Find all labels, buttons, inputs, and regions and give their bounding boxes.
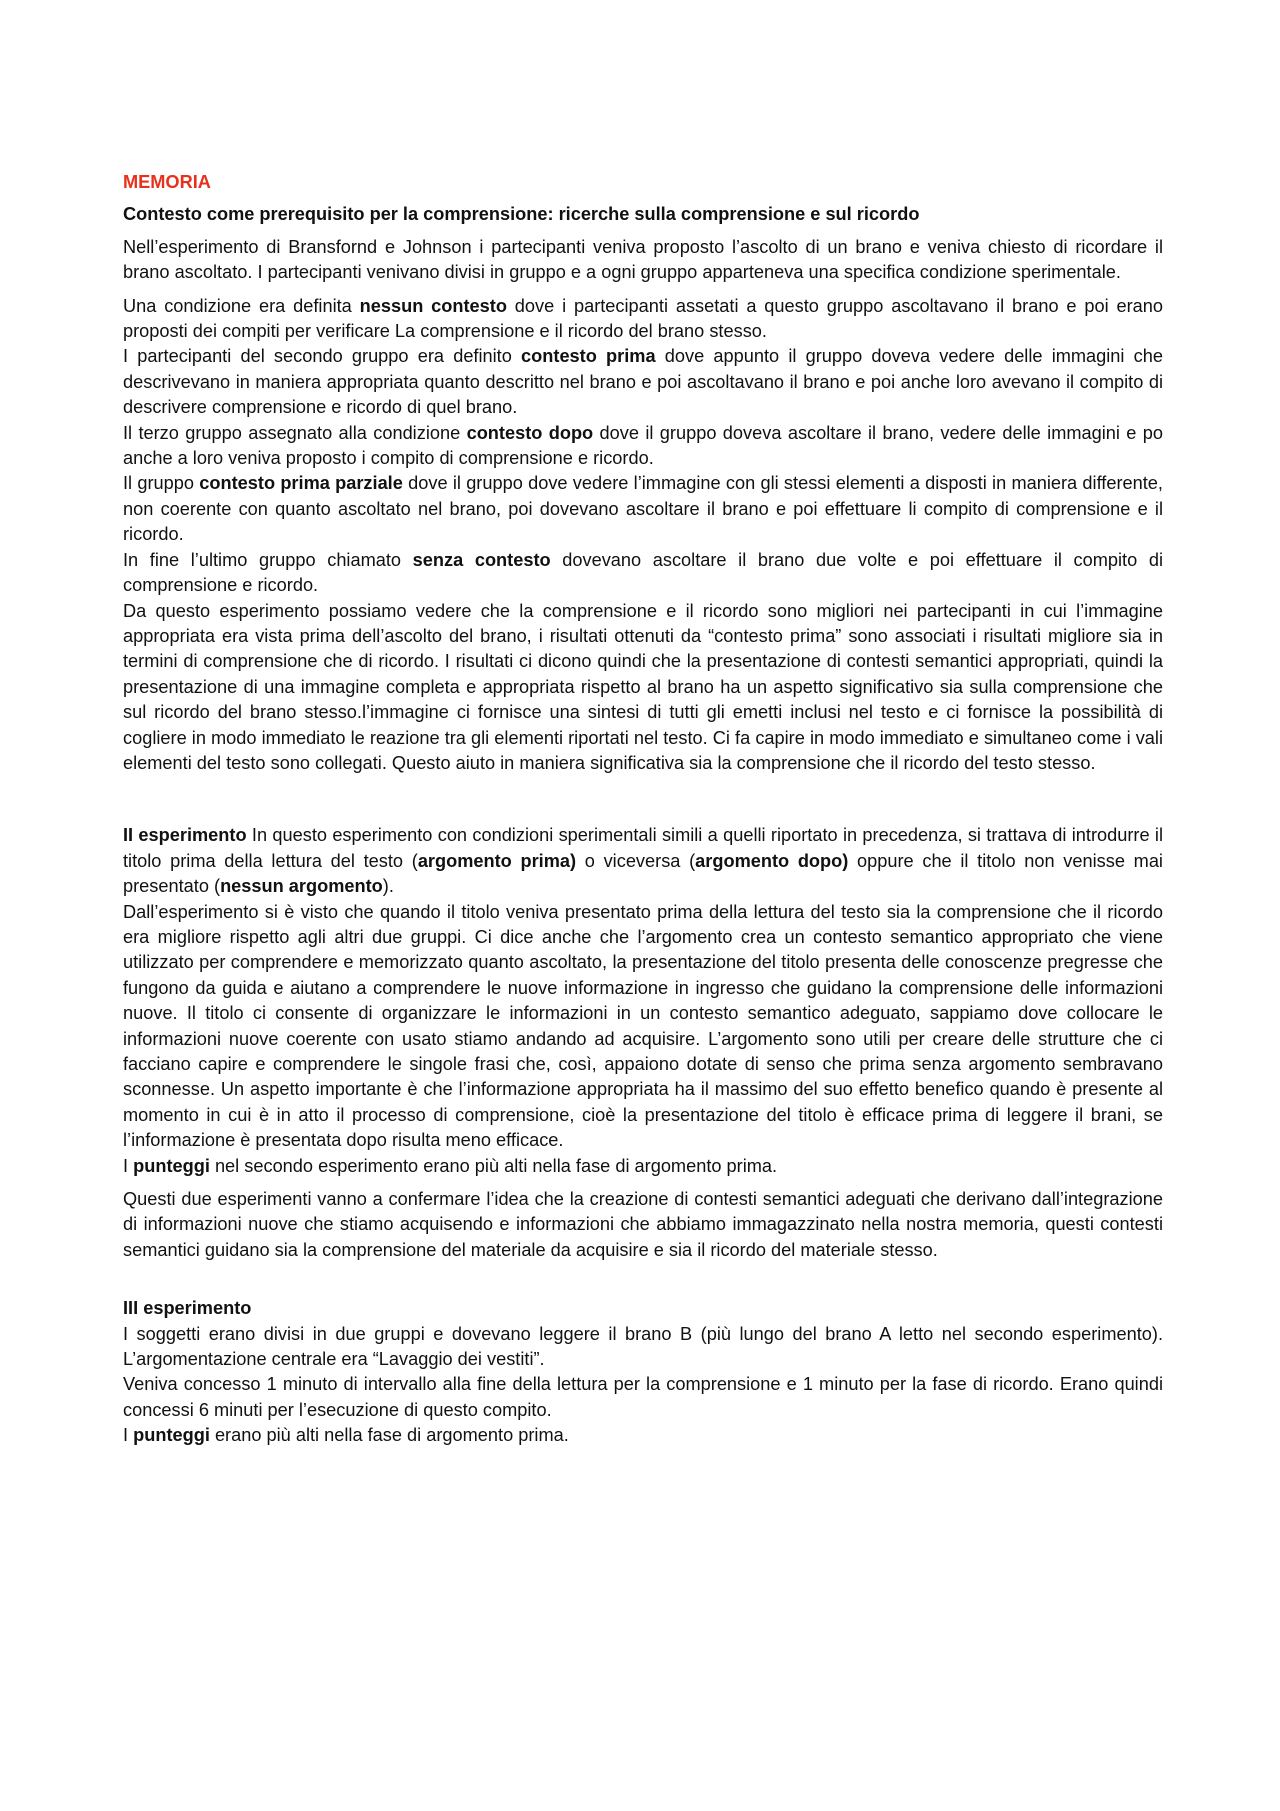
condition-nessun-contesto: Una condizione era definita nessun contesto dove i partecipanti assetati a questo gruppo ascoltavano il brano e poi erano proposti dei compiti per verificare La comprensione e il ricordo del brano stesso. [123,295,1164,342]
experiment-3-text-1: I soggetti erano divisi in due gruppi e dovevano leggere il brano B (più lungo del brano A letto nel secondo esperimento). L’argomentazione centrale era “Lavaggio dei vestiti”. [123,1323,1163,1370]
condition-contesto-prima: I partecipanti del secondo gruppo era definito contesto prima dove appunto il gruppo doveva vedere delle immagini che descrivevano in maniera appropriata quanto descritto nel brano e poi ascoltavano il brano e poi anche loro avevano il compito di descrivere comprensione e ricordo di quel brano. [123,346,1163,418]
condition-contesto-prima-parziale: Il gruppo contesto prima parziale dove il gruppo dove vedere l’immagine con gli stessi elementi a disposti in maniera differente, non coerente con quanto ascoltato nel brano, poi dovevano ascoltare il brano e poi effettuare li compito di comprensione e il ricordo. [123,473,1163,545]
experiment-3-scores: I punteggi erano più alti nella fase di argomento prima. [123,1425,569,1446]
document-title: MEMORIA [123,172,211,192]
experiment-2-results: Dall’esperimento si è visto che quando il titolo veniva presentato prima della lettura del testo sia la comprensione che il ricordo era migliore rispetto agli altri due gruppi. Ci dice anche che l’argomento crea un contesto semantico appropriato che viene utilizzato per comprendere e memorizzato quanto ascoltato, la presentazione del titolo presenta delle conoscenze pregresse che fungono da guida e aiutano a comprendere le nuove informazione in ingresso che guidano la comprensione delle informazioni nuove. Il titolo ci consente di organizzare le informazioni in un contesto semantico adeguato, sappiamo dove collocare le informazioni nuove coerente con usato stiamo andando ad acquisire. L’argomento sono utili per creare delle strutture che ci facciano capire e comprendere le singole frasi che, così, appaiono dotate di senso che prima senza argomento sembravano sconnesse. Un aspetto importante è che l’informazione appropriata ha il massimo del suo effetto benefico quando è presente al momento in cui è in atto il processo di comprensione, cioè la presentazione del titolo è efficace prima di leggere il brani, se l’informazione è presentata dopo risulta meno efficace. [123,901,1163,1151]
intro-paragraph: Nell’esperimento di Bransfornd e Johnson i partecipanti veniva proposto l’ascolto di un brano e veniva chiesto di ricordare il brano ascoltato. I partecipanti venivano divisi in gruppo e a ogni gruppo apparteneva una specifica condizione sperimentale. [123,236,1163,283]
experiments-summary: Questi due esperimenti vanno a confermare l’idea che la creazione di contesti semantici adeguati che derivano dall’integrazione di informazioni nuove che stiamo acquisendo e informazioni che abbiamo immagazzinato nella nostra memoria, questi contesti semantici guidano sia la comprensione del materiale da acquisire e sia il ricordo del materiale stesso. [123,1189,1163,1260]
document-body [123,170,1163,1449]
condition-senza-contesto: In fine l’ultimo gruppo chiamato senza contesto dovevano ascoltare il brano due volte e poi effettuare il compito di comprensione e ricordo. [123,549,1163,596]
experiment-2-intro: II esperimento In questo esperimento con condizioni sperimentali simili a quelli riportato in precedenza, si trattava di introdurre il titolo prima della lettura del testo (argomento prima) o viceversa (argomento dopo) oppure che il titolo non venisse mai presentato (nessun argomento). [123,825,1163,897]
section-subtitle: Contesto come prerequisito per la comprensione: ricerche sulla comprensione e sul ricordo [123,204,920,225]
condition-contesto-dopo: Il terzo gruppo assegnato alla condizione contesto dopo dove il gruppo doveva ascoltare il brano, vedere delle immagini e po anche a loro veniva proposto i compito di comprensione e ricordo. [123,422,1164,469]
experiment-2-scores: I punteggi nel secondo esperimento erano più alti nella fase di argomento prima. [123,1155,778,1176]
experiment-3-text-2: Veniva concesso 1 minuto di intervallo alla fine della lettura per la comprensione e 1 minuto per la fase di ricordo. Erano quindi concessi 6 minuti per l’esecuzione di questo compito. [123,1374,1163,1420]
experiment-3-heading: III esperimento [123,1298,252,1319]
conclusion-paragraph: Da questo esperimento possiamo vedere che la comprensione e il ricordo sono migliori nei partecipanti in cui l’immagine appropriata era vista prima dell’ascolto del brano, i risultati ottenuti da “contesto prima” sono associati i risultati migliore sia in termini di comprensione che di ricordo. I risultati ci dicono quindi che la presentazione di contesti semantici appropriati, quindi la presentazione di una immagine completa e appropriata rispetto al brano ha un aspetto significativo sia sulla comprensione che sul ricordo del brano stesso.l’immagine ci fornisce una sintesi di tutti gli emetti inclusi nel testo e ci fornisce la possibilità di cogliere in modo immediato le reazione tra gli elementi riportati nel testo. Ci fa capire in modo immediato e simultaneo come i vali elementi del testo sono collegati. Questo aiuto in maniera significativa sia la comprensione che il ricordo del testo stesso. [123,600,1163,773]
